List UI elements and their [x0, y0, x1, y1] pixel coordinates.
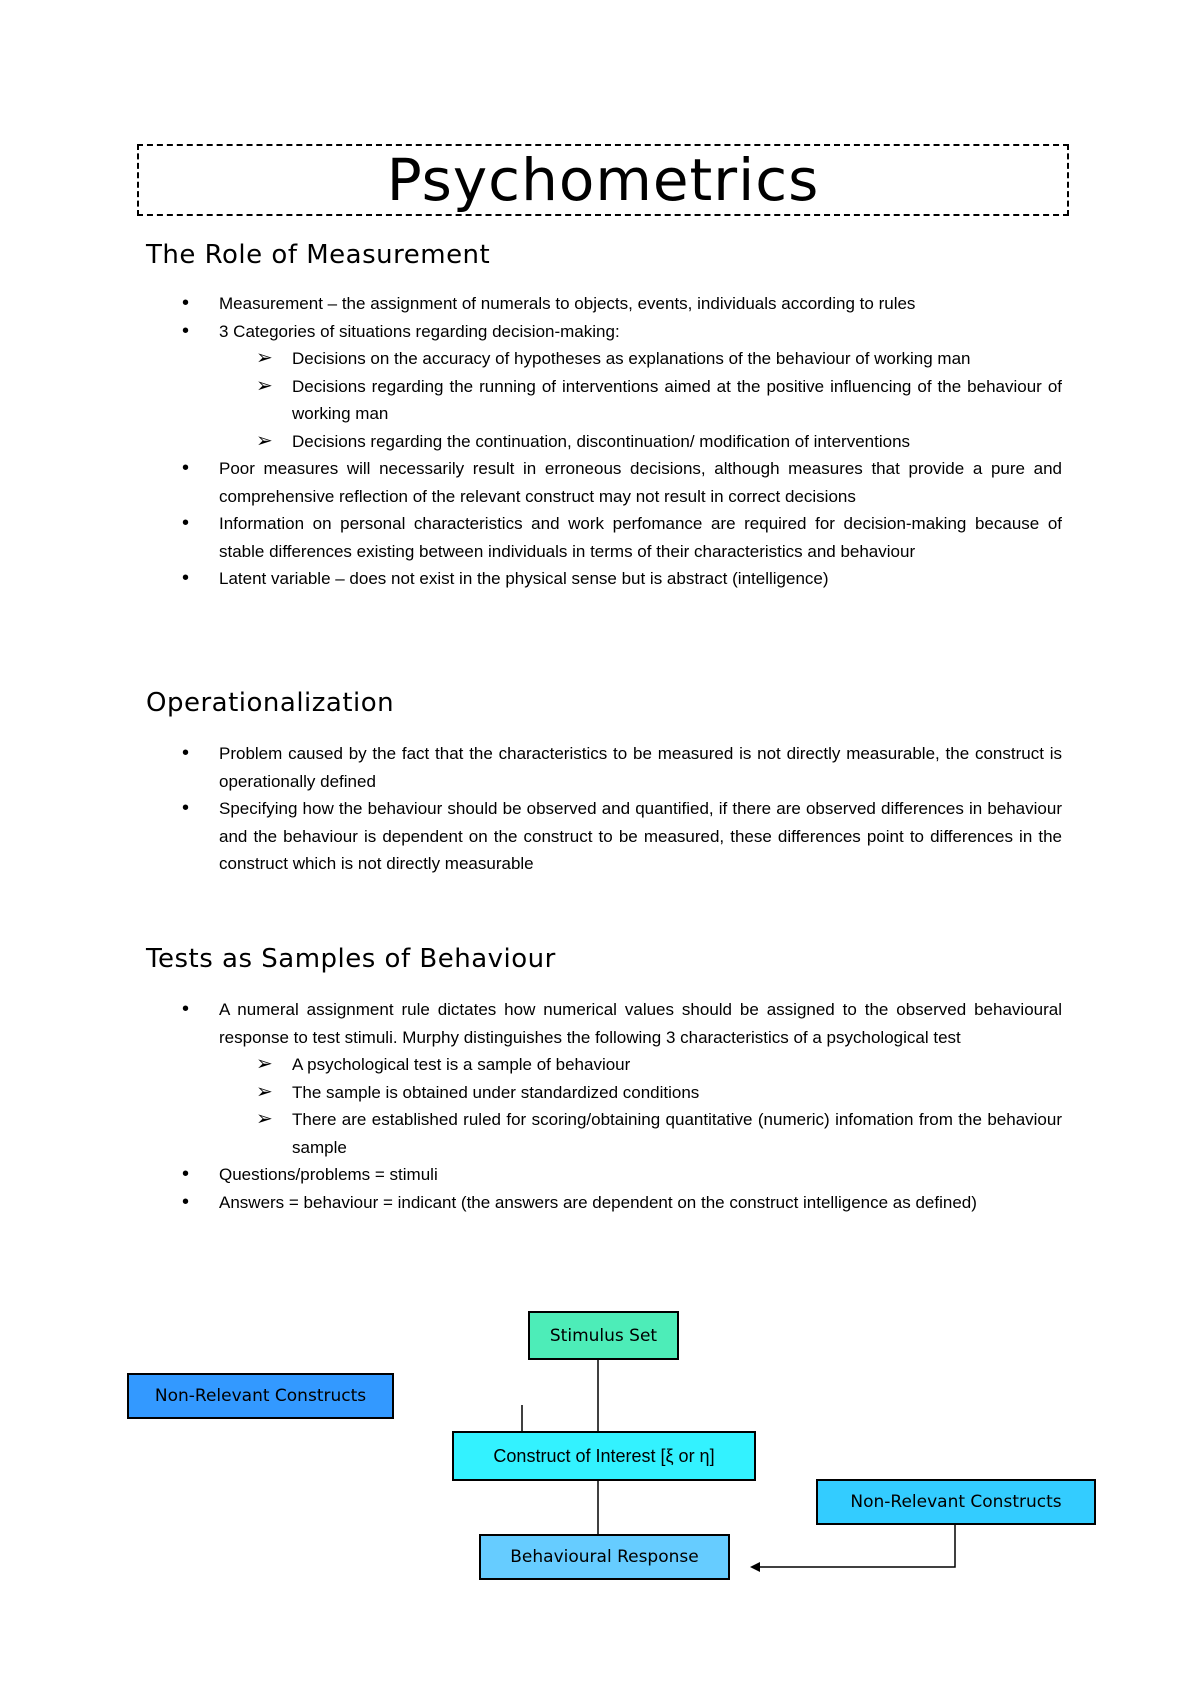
bullet-icon: •: [182, 797, 190, 819]
right-construct-connector: [752, 1525, 955, 1567]
arrow-bullet-icon: ➢: [256, 1080, 273, 1103]
list-item: • A numeral assignment rule dictates how numerical values should be assigned to the observed behavioural response to test stimuli. Murphy distinguishes the following 3 characteristics of a psychological test: [182, 998, 1062, 1047]
non-relevant-constructs-right-box: [816, 1479, 1096, 1525]
bullet-icon: •: [182, 1190, 190, 1213]
arrow-bullet-icon: ➢: [256, 429, 273, 452]
bullet-icon: •: [182, 998, 190, 1020]
section-heading-tests-as-samples: Tests as Samples of Behaviour: [146, 944, 556, 974]
list-item: • Problem caused by the fact that the characteristics to be measured is not directly measurable, the construct is operationally defined: [182, 742, 1062, 791]
bullet-icon: •: [182, 319, 190, 342]
list-item: • Questions/problems = stimuli: [0, 1161, 1062, 1189]
stimulus-set-label: Stimulus Set: [549, 1325, 658, 1346]
arrow-bullet-icon: ➢: [256, 347, 273, 369]
bullet-icon: •: [182, 292, 190, 314]
bullet-icon: •: [182, 512, 190, 534]
bullet-icon: •: [182, 567, 190, 589]
sub-list-item: ➢ Decisions on the accuracy of hypotheses as explanations of the behaviour of working man: [0, 345, 1062, 373]
non-relevant-constructs-left-label: Non-Relevant Constructs: [154, 1386, 367, 1406]
list-item: • Information on personal characteristics and work perfomance are required for decision-making because of stable differences existing between individuals in terms of their characteristics and behaviour: [182, 512, 1062, 561]
arrow-bullet-icon: ➢: [256, 374, 273, 397]
bullet-icon: •: [182, 1163, 190, 1185]
behavioural-response-label: Behavioural Response: [510, 1547, 699, 1567]
bullet-icon: •: [182, 457, 190, 479]
sub-list-item: ➢ The sample is obtained under standardized conditions: [0, 1079, 1062, 1107]
behavioural-response-box: [479, 1534, 730, 1580]
non-relevant-constructs-left-box: [127, 1373, 394, 1419]
construct-of-interest-box: [452, 1431, 756, 1481]
page-title: Psychometrics: [386, 146, 820, 214]
sub-list-item: ➢ Decisions regarding the continuation, discontinuation/ modification of interventions: [0, 428, 1062, 456]
non-relevant-constructs-right-label: Non-Relevant Constructs: [850, 1492, 1062, 1512]
sub-list-item: ➢ There are established ruled for scoring/obtaining quantitative (numeric) infomation from the behaviour sample: [256, 1108, 1062, 1157]
section-heading-role-of-measurement: The Role of Measurement: [146, 240, 491, 270]
bullet-icon: •: [182, 742, 190, 764]
sub-list-item: ➢ A psychological test is a sample of behaviour: [0, 1051, 1062, 1079]
arrow-bullet-icon: ➢: [256, 1053, 273, 1075]
arrow-bullet-icon: ➢: [256, 1108, 273, 1130]
construct-of-interest-label: Construct of Interest [ξ or η]: [493, 1445, 715, 1466]
list-item: • Measurement – the assignment of numerals to objects, events, individuals according to rules: [0, 290, 1062, 318]
section-heading-operationalization: Operationalization: [146, 688, 395, 718]
list-item: • Answers = behaviour = indicant (the answers are dependent on the construct intelligence as defined): [0, 1189, 1062, 1217]
list-item: • 3 Categories of situations regarding decision-making:: [0, 318, 1062, 346]
list-item: • Specifying how the behaviour should be observed and quantified, if there are observed differences in behaviour and the behaviour is dependent on the construct to be measured, these differences point to differences in the construct which is not directly measurable: [182, 797, 1062, 873]
list-item: • Poor measures will necessarily result in erroneous decisions, although measures that provide a pure and comprehensive reflection of the relevant construct may not result in correct decisions: [182, 457, 1062, 506]
stimulus-set-box: [528, 1311, 679, 1360]
sub-list-item: ➢ Decisions regarding the running of interventions aimed at the positive influencing of the behaviour of working man: [256, 374, 1062, 423]
list-item: • Latent variable – does not exist in the physical sense but is abstract (intelligence): [0, 565, 1062, 593]
